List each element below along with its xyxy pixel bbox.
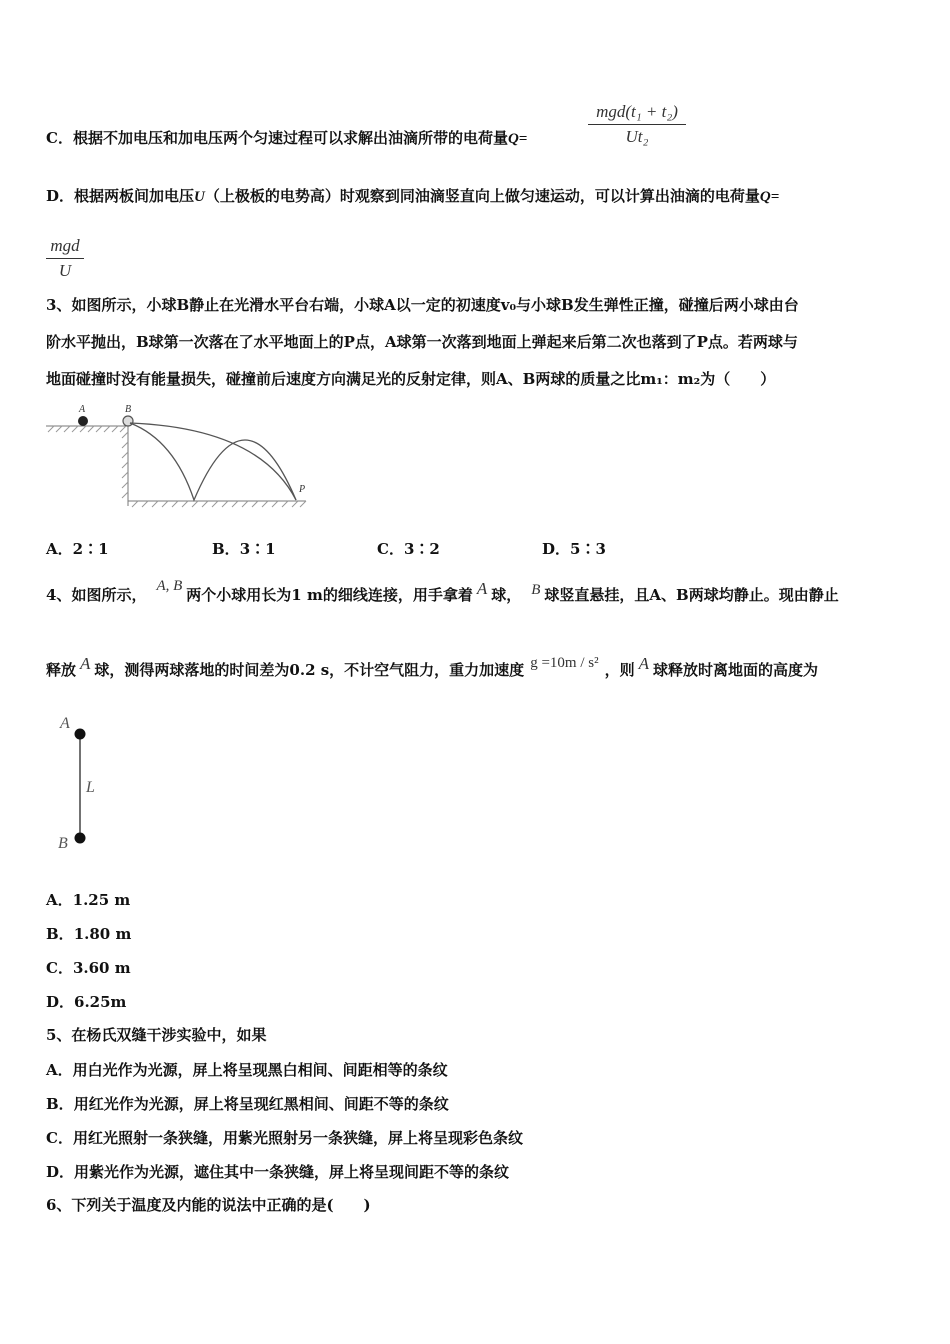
q4-stem-line1: 4、如图所示， A, B 两个小球用长为1 m的细线连接，用手拿着 A 球， B 球竖直悬挂，且A、B两球均静止。现由静止 (46, 578, 839, 604)
q3-figure (44, 400, 314, 515)
q4-ball-a (75, 729, 86, 740)
q5-option-c[interactable]: C．用红光照射一条狭缝，用紫光照射另一条狭缝，屏上将呈现彩色条纹 (46, 1129, 523, 1147)
q3-option-b[interactable]: B．3∶1 (212, 540, 276, 558)
q5-option-b[interactable]: B．用红光作为光源，屏上将呈现红黑相间、间距不等的条纹 (46, 1095, 449, 1113)
q2-option-c: C．根据不加电压和加电压两个匀速过程可以求解出油滴所带的电荷量Q= (46, 129, 528, 147)
q3-trajectory-a (130, 423, 296, 500)
q2-option-c-formula: mgd(t₁ + t₂) Ut₂ (588, 102, 686, 147)
q3-trajectory-b (130, 423, 296, 500)
q4-label-a: A (60, 715, 70, 732)
q4-option-d[interactable]: D．6.25m (46, 993, 127, 1011)
q6-stem: 6、下列关于温度及内能的说法中正确的是( ) (46, 1196, 371, 1214)
q5-stem: 5、在杨氏双缝干涉实验中，如果 (46, 1026, 267, 1044)
q3-option-d[interactable]: D．5∶3 (542, 540, 606, 558)
q4-ball-b (75, 833, 86, 844)
q2-option-d-formula: mgd U (46, 236, 84, 281)
q4-figure (54, 708, 114, 853)
q3-stem-line3: 地面碰撞时没有能量损失，碰撞前后速度方向满足光的反射定律，则A、B两球的质量之比m₁：m₂为（ ） (46, 370, 776, 388)
q4-option-c[interactable]: C．3.60 m (46, 959, 131, 977)
q3-label-a: A (79, 404, 86, 415)
q3-option-a[interactable]: A．2∶1 (46, 540, 109, 558)
q3-ball-b (123, 416, 133, 426)
q3-stem-line1: 3、如图所示，小球B静止在光滑水平台右端，小球A以一定的初速度v₀与小球B发生弹性正撞，碰撞后两小球由台 (46, 296, 799, 314)
q5-option-d[interactable]: D．用紫光作为光源，遮住其中一条狭缝，屏上将呈现间距不等的条纹 (46, 1163, 510, 1181)
q3-label-b: B (125, 404, 132, 415)
q3-ball-a (78, 416, 88, 426)
q2-option-d: D．根据两板间加电压U（上极板的电势高）时观察到同油滴竖直向上做匀速运动，可以计算出油滴的电荷量Q= (46, 187, 780, 205)
q4-label-b: B (58, 835, 68, 852)
q4-option-b[interactable]: B．1.80 m (46, 925, 132, 943)
q4-stem-line2: 释放 A 球，测得两球落地的时间差为0.2 s，不计空气阻力，重力加速度 g =10m / s² ，则 A 球释放时离地面的高度为 (46, 654, 818, 679)
q4-label-l: L (86, 779, 95, 796)
q5-option-a[interactable]: A．用白光作为光源，屏上将呈现黑白相间、间距相等的条纹 (46, 1061, 448, 1079)
q3-stem-line2: 阶水平抛出，B球第一次落在了水平地面上的P点，A球第一次落到地面上弹起来后第二次也落到了P点。若两球与 (46, 333, 798, 351)
q4-option-a[interactable]: A．1.25 m (46, 891, 131, 909)
q3-label-p: P (299, 484, 306, 495)
q3-option-c[interactable]: C．3∶2 (377, 540, 440, 558)
